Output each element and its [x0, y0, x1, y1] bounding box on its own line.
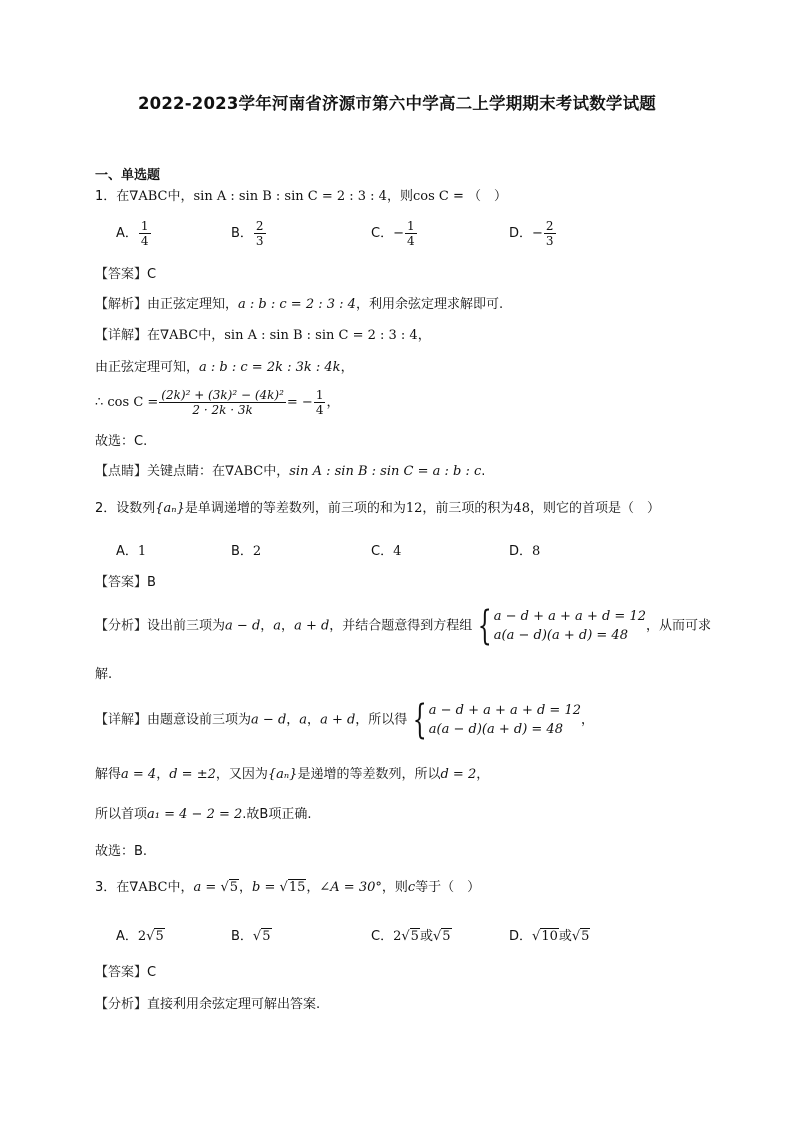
option-value: 2	[252, 544, 262, 559]
option-radicand: 5	[155, 929, 164, 944]
point-triangle: ∇ABC	[225, 464, 264, 479]
brace-icon: {	[413, 697, 428, 743]
q3-b-lhs: b =	[252, 880, 280, 895]
q1-number: 1．在	[95, 189, 130, 204]
q1-point	[95, 463, 485, 481]
result-denominator: 4	[315, 403, 324, 417]
q1-text: 中，	[167, 189, 194, 204]
q3-angle: ∠A = 30°	[319, 880, 382, 895]
option-coef: 2	[393, 929, 402, 944]
line-punct: ，	[340, 360, 354, 375]
option-coef: 2	[137, 929, 147, 944]
first-equation: a₁ = 4 − 2 = 2	[147, 807, 243, 822]
answer-value: C	[147, 965, 157, 980]
q3-text-2: ，则	[381, 880, 408, 895]
detail-text-3: ，	[417, 328, 431, 343]
option-sign: −	[532, 226, 543, 241]
option-fraction	[254, 219, 266, 248]
detail-ratio: sin A : sin B : sin C = 2 : 3 : 4	[224, 328, 418, 343]
solve-text-2: ，又因为	[215, 767, 268, 782]
q3-option-d	[509, 925, 590, 944]
detail-text: 由题意设前三项为	[147, 712, 252, 728]
option-label: D．	[509, 929, 533, 944]
term-1: a − d	[225, 618, 261, 634]
result-numerator: 1	[315, 388, 324, 402]
term-3: a + d	[320, 712, 356, 728]
analysis-text-3: ，从而可求	[646, 618, 712, 634]
detail-text-2: 中，	[198, 328, 225, 343]
q2-text-3: ，则它的首项是（ ）	[529, 501, 660, 516]
first-text: 所以首项	[95, 807, 148, 822]
sqrt-icon: √	[146, 929, 155, 944]
q1-option-c	[371, 219, 418, 248]
cos-result	[314, 388, 326, 417]
section-heading: 一、单选题	[95, 168, 161, 183]
q2-choose: 故选：B.	[95, 844, 148, 859]
equation-1: a − d + a + a + d = 12	[428, 703, 581, 718]
separator: ，	[260, 618, 274, 634]
option-radicand-2: 5	[442, 929, 451, 944]
solve-text: 解得	[95, 767, 122, 782]
option-label: D．	[509, 226, 533, 241]
term-2: a	[273, 618, 282, 634]
q2-detail	[95, 697, 595, 743]
term-2: a	[299, 712, 308, 728]
option-radicand-2: 5	[581, 929, 590, 944]
q2-number: 2．设数列	[95, 501, 156, 516]
analysis-text: 设出前三项为	[147, 618, 226, 634]
option-label: C．	[371, 226, 394, 241]
line-text: 由正弦定理可知，	[95, 360, 200, 375]
equation-2: a(a − d)(a + d) = 48	[493, 628, 628, 643]
answer-tag: 【答案】	[95, 575, 148, 590]
detail-tag: 【详解】	[95, 328, 148, 343]
fraction-denominator: 3	[255, 234, 264, 248]
q3-ask: c	[407, 880, 416, 895]
line-ratio: a : b : c = 2k : 3k : 4k	[199, 360, 341, 375]
separator: ，	[156, 767, 170, 782]
fraction-denominator: 4	[406, 234, 415, 248]
detail-text-2: ，所以得	[355, 712, 408, 728]
fraction-numerator: 2	[545, 219, 554, 233]
cos-fraction	[159, 388, 286, 417]
q3-text: 中，	[167, 880, 194, 895]
q3-answer	[95, 964, 156, 982]
q2-option-a	[116, 540, 146, 559]
separator: ，	[286, 712, 300, 728]
option-radicand: 5	[410, 929, 419, 944]
equation-1: a − d + a + a + d = 12	[493, 609, 646, 624]
brace-icon: {	[478, 603, 493, 649]
detail-tag: 【详解】	[95, 712, 148, 728]
cos-equals: = −	[286, 395, 313, 410]
fraction-numerator: 2	[255, 219, 264, 233]
term-3: a + d	[294, 618, 330, 634]
q2-analysis	[95, 603, 712, 649]
cos-punct: ，	[326, 395, 340, 410]
q3-analysis	[95, 996, 320, 1014]
q1-triangle: ∇ABC	[129, 189, 168, 204]
q2-product: 48	[513, 501, 530, 516]
point-punct: .	[481, 464, 486, 479]
q3-option-c	[371, 925, 452, 944]
q1-text-2: ，则	[386, 189, 413, 204]
cos-numerator: (2k)² + (3k)² − (4k)²	[161, 388, 284, 402]
fraction-denominator: 3	[545, 234, 554, 248]
sqrt-icon: √	[252, 929, 262, 944]
q1-ratio: sin A : sin B : sin C = 2 : 3 : 4	[193, 189, 387, 204]
analysis-ratio: a : b : c = 2 : 3 : 4	[238, 297, 356, 312]
option-label: D．	[509, 544, 533, 559]
analysis-tag: 【分析】	[95, 997, 148, 1012]
q2-first-term	[95, 806, 311, 824]
separator: ，	[239, 880, 253, 895]
sqrt-icon: √	[401, 929, 410, 944]
option-label: A．	[116, 226, 138, 241]
solve-sequence: {aₙ}	[267, 767, 298, 782]
cos-denominator: 2 · 2k · 3k	[192, 403, 253, 417]
q3-triangle: ∇ABC	[129, 880, 168, 895]
option-label: C．	[371, 544, 394, 559]
sqrt-icon: √	[279, 880, 288, 895]
equation-system	[494, 607, 646, 645]
q3-option-a	[116, 925, 165, 944]
analysis-text-2: ，利用余弦定理求解即可.	[355, 297, 504, 312]
q2-option-d	[509, 540, 540, 559]
point-text-2: 中，	[263, 464, 290, 479]
q1-option-b	[231, 219, 267, 248]
analysis-text-2: ，并结合题意得到方程组	[329, 618, 473, 634]
answer-tag: 【答案】	[95, 965, 148, 980]
point-text: 关键点睛：在	[147, 464, 226, 479]
option-value: 8	[532, 544, 541, 559]
option-label: B．	[231, 226, 253, 241]
detail-punct: ，	[581, 712, 595, 728]
q3-a-radicand: 5	[229, 880, 239, 895]
solve-d-final: d = 2	[440, 767, 477, 782]
q3-option-b	[231, 925, 272, 944]
separator: ，	[281, 618, 295, 634]
sqrt-icon: √	[432, 929, 442, 944]
q1-choose: 故选：C.	[95, 434, 148, 449]
solve-a: a = 4	[121, 767, 157, 782]
q2-analysis-cont: 解.	[95, 667, 113, 682]
option-label: A．	[116, 544, 138, 559]
option-value: 1	[137, 544, 147, 559]
analysis-text: 直接利用余弦定理可解出答案.	[147, 997, 321, 1012]
equation-2: a(a − d)(a + d) = 48	[428, 722, 563, 737]
option-label: B．	[231, 544, 253, 559]
option-value: 4	[393, 544, 402, 559]
answer-tag: 【答案】	[95, 267, 148, 282]
q1-detail-line2	[95, 359, 354, 377]
answer-value: C	[147, 267, 157, 282]
equation-system	[429, 701, 581, 739]
option-radicand: 5	[262, 929, 271, 944]
q1-option-a	[116, 219, 152, 248]
answer-value: B	[147, 575, 156, 590]
q1-option-d	[509, 219, 557, 248]
q2-text: 是单调递增的等差数列，前三项的和为	[184, 501, 406, 516]
fraction-denominator: 4	[140, 234, 149, 248]
q1-detail	[95, 327, 431, 345]
option-fraction	[544, 219, 556, 248]
option-label: A．	[116, 929, 138, 944]
q2-sequence: {aₙ}	[155, 501, 185, 516]
solve-punct: ，	[476, 767, 490, 782]
sqrt-icon: √	[220, 880, 229, 895]
q1-stem	[95, 188, 507, 206]
q2-sum: 12	[405, 501, 423, 516]
fraction-numerator: 1	[140, 219, 149, 233]
option-sign: −	[393, 226, 404, 241]
q1-paren: = （ ）	[448, 189, 508, 204]
solve-text-3: 是递增的等差数列，所以	[297, 767, 441, 782]
option-label: B．	[231, 929, 253, 944]
first-text-2: .故B项正确.	[242, 807, 312, 822]
solve-d: d = ±2	[169, 767, 216, 782]
page-title: 2022-2023学年河南省济源市第六中学高二上学期期末考试数学试题	[138, 94, 656, 113]
q2-option-c	[371, 540, 401, 559]
analysis-tag: 【解析】	[95, 297, 148, 312]
q3-a-lhs: a =	[193, 880, 221, 895]
q1-ask: cos C	[412, 189, 449, 204]
option-or: 或	[419, 929, 433, 944]
point-tag: 【点睛】	[95, 464, 148, 479]
sqrt-icon: √	[571, 929, 581, 944]
q2-stem	[95, 500, 660, 518]
separator: ，	[306, 880, 320, 895]
option-fraction	[139, 219, 151, 248]
term-1: a − d	[251, 712, 287, 728]
option-fraction	[405, 219, 417, 248]
cos-prefix: ∴ cos C =	[95, 395, 159, 410]
q1-answer	[95, 266, 156, 284]
q1-cos-formula	[95, 388, 339, 417]
detail-text: 在	[147, 328, 161, 343]
point-ratio: sin A : sin B : sin C = a : b : c	[289, 464, 482, 479]
q3-b-radicand: 15	[288, 880, 306, 895]
q3-stem	[95, 879, 480, 897]
analysis-tag: 【分析】	[95, 618, 148, 634]
option-label: C．	[371, 929, 394, 944]
detail-triangle: ∇ABC	[160, 328, 199, 343]
q2-answer	[95, 574, 156, 592]
q2-text-2: ，前三项的积为	[422, 501, 514, 516]
separator: ，	[307, 712, 321, 728]
q1-analysis	[95, 296, 503, 314]
q2-solve	[95, 766, 489, 784]
option-radicand: 10	[541, 929, 558, 944]
sqrt-icon: √	[532, 929, 541, 944]
q2-option-b	[231, 540, 261, 559]
q3-number: 3．在	[95, 880, 130, 895]
analysis-text: 由正弦定理知，	[147, 297, 239, 312]
option-or: 或	[558, 929, 572, 944]
q3-text-3: 等于（ ）	[415, 880, 481, 895]
fraction-numerator: 1	[406, 219, 415, 233]
